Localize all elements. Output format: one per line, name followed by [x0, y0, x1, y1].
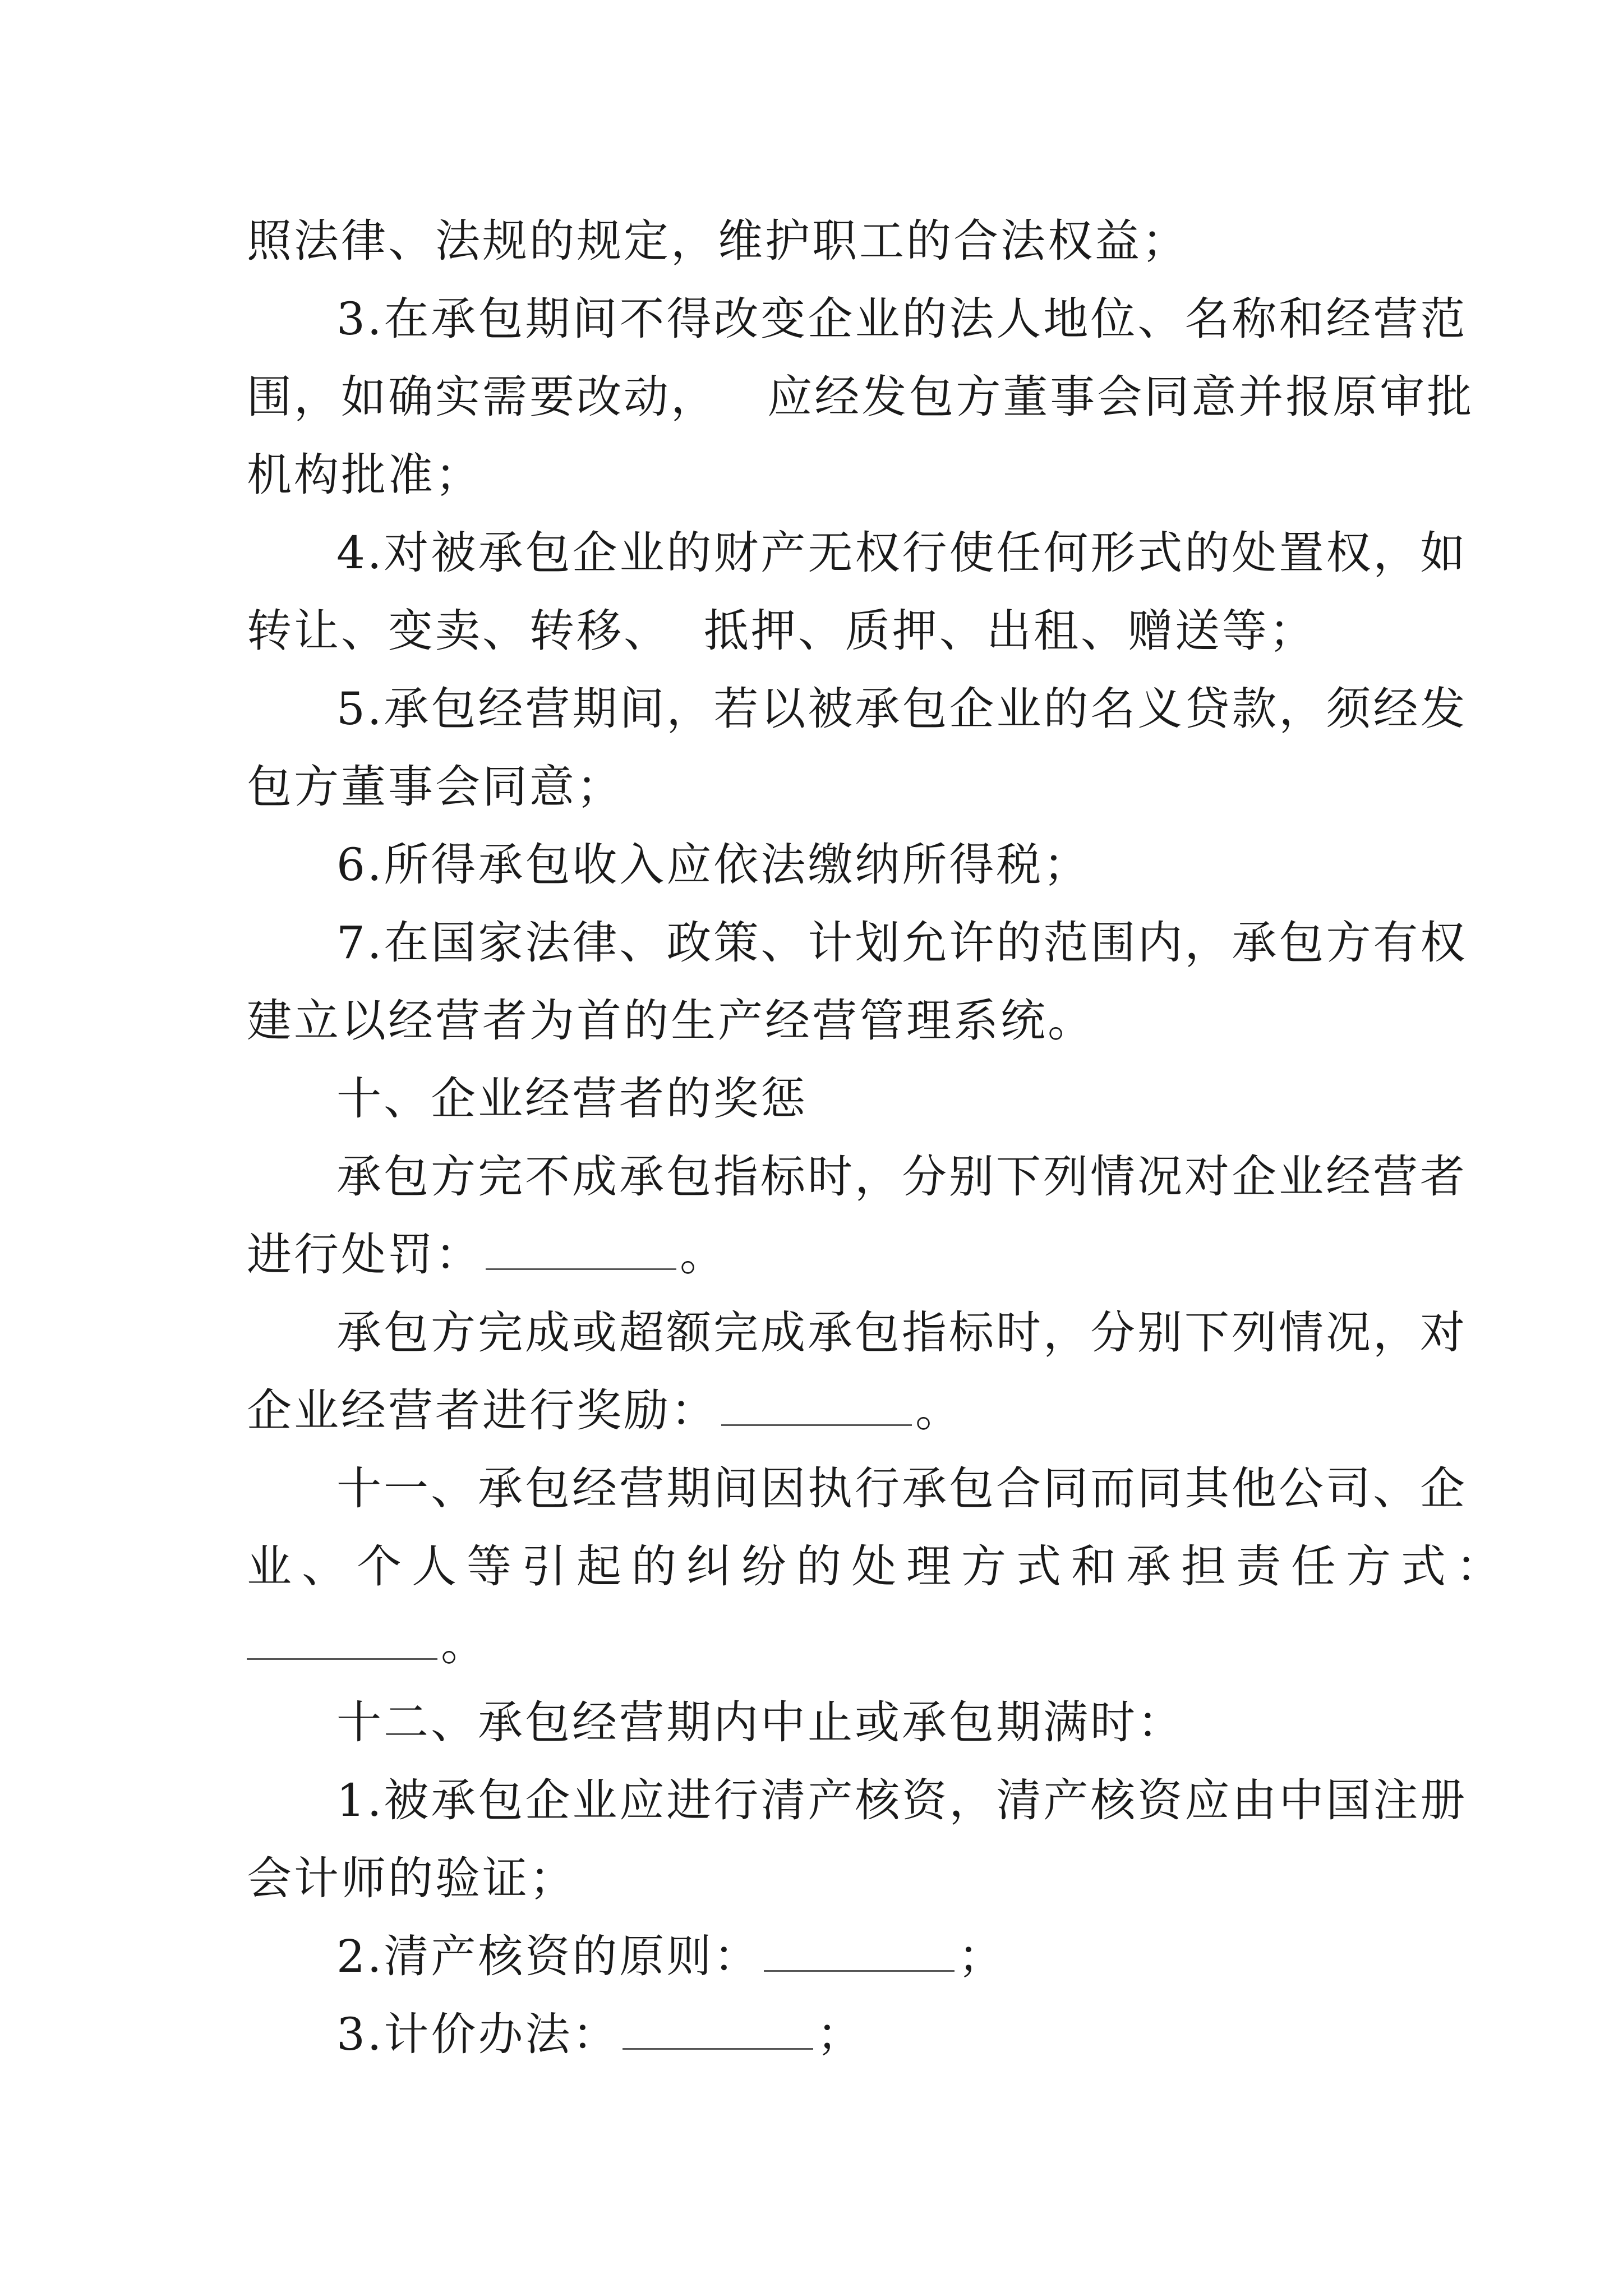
clause-5-line-2: 包方董事会同意；	[247, 761, 624, 813]
clause-3-line-2: 围，如确实需要改动， 应经发包方董事会同意并报原审批	[247, 371, 1474, 423]
pricing-label: 3.计价办法：	[336, 2008, 620, 2060]
section-11-line-1: 十一、承包经营期间因执行承包合同而同其他公司、企	[336, 1462, 1467, 1515]
section-12-item-2	[247, 1917, 1410, 1995]
reward-end-punct: 。	[915, 1384, 962, 1437]
section-12-item-3	[247, 1995, 1410, 2073]
clause-3-line-3: 机构批准；	[247, 449, 482, 501]
clause-7-line-1: 7.在国家法律、政策、计划允许的范围内，承包方有权	[336, 917, 1468, 969]
reward-line-1: 承包方完成或超额完成承包指标时，分别下列情况，对	[336, 1306, 1467, 1359]
penalty-line-2	[247, 1216, 1410, 1294]
penalty-end-punct: 。	[680, 1228, 727, 1281]
pricing-blank	[623, 2003, 813, 2050]
reward-line-2	[247, 1372, 1410, 1450]
section-12-item-1-line-1: 1.被承包企业应进行清产核资，清产核资应由中国注册	[336, 1774, 1468, 1826]
dispute-end-punct: 。	[441, 1618, 488, 1671]
principle-label: 2.清产核资的原则：	[336, 1930, 761, 1982]
text-line: 照法律、法规的规定，维护职工的合法权益；	[247, 215, 1189, 267]
clause-6-line: 6.所得承包收入应依法缴纳所得税；	[336, 839, 1091, 891]
reward-blank	[721, 1379, 912, 1426]
penalty-label: 进行处罚：	[247, 1228, 482, 1281]
section-11-line-2: 业、个人等引起的纠纷的处理方式和承担责任方式：	[247, 1540, 1511, 1593]
clause-4-line-1: 4.对被承包企业的财产无权行使任何形式的处置权，如	[336, 527, 1468, 579]
clause-4-line-2: 转让、变卖、转移、 抵押、质押、出租、赠送等；	[247, 605, 1316, 657]
principle-blank	[764, 1925, 955, 1972]
clause-7-line-2: 建立以经营者为首的生产经营管理系统。	[247, 995, 1095, 1047]
penalty-blank	[486, 1223, 676, 1270]
clause-3-line-1: 3.在承包期间不得改变企业的法人地位、名称和经营范	[336, 293, 1468, 345]
penalty-line-1: 承包方完不成承包指标时，分别下列情况对企业经营者	[336, 1151, 1467, 1203]
section-12-heading: 十二、承包经营期内中止或承包期满时：	[336, 1696, 1184, 1749]
section-10-heading: 十、企业经营者的奖惩	[336, 1073, 808, 1125]
clause-5-line-1: 5.承包经营期间，若以被承包企业的名义贷款，须经发	[336, 683, 1468, 735]
section-12-item-1-line-2: 会计师的验证；	[247, 1852, 577, 1904]
pricing-end-punct: ；	[817, 2008, 864, 2060]
principle-end-punct: ；	[958, 1930, 1006, 1982]
section-11-line-3	[247, 1605, 1410, 1683]
dispute-blank	[247, 1613, 437, 1660]
reward-label: 企业经营者进行奖励：	[247, 1384, 718, 1437]
